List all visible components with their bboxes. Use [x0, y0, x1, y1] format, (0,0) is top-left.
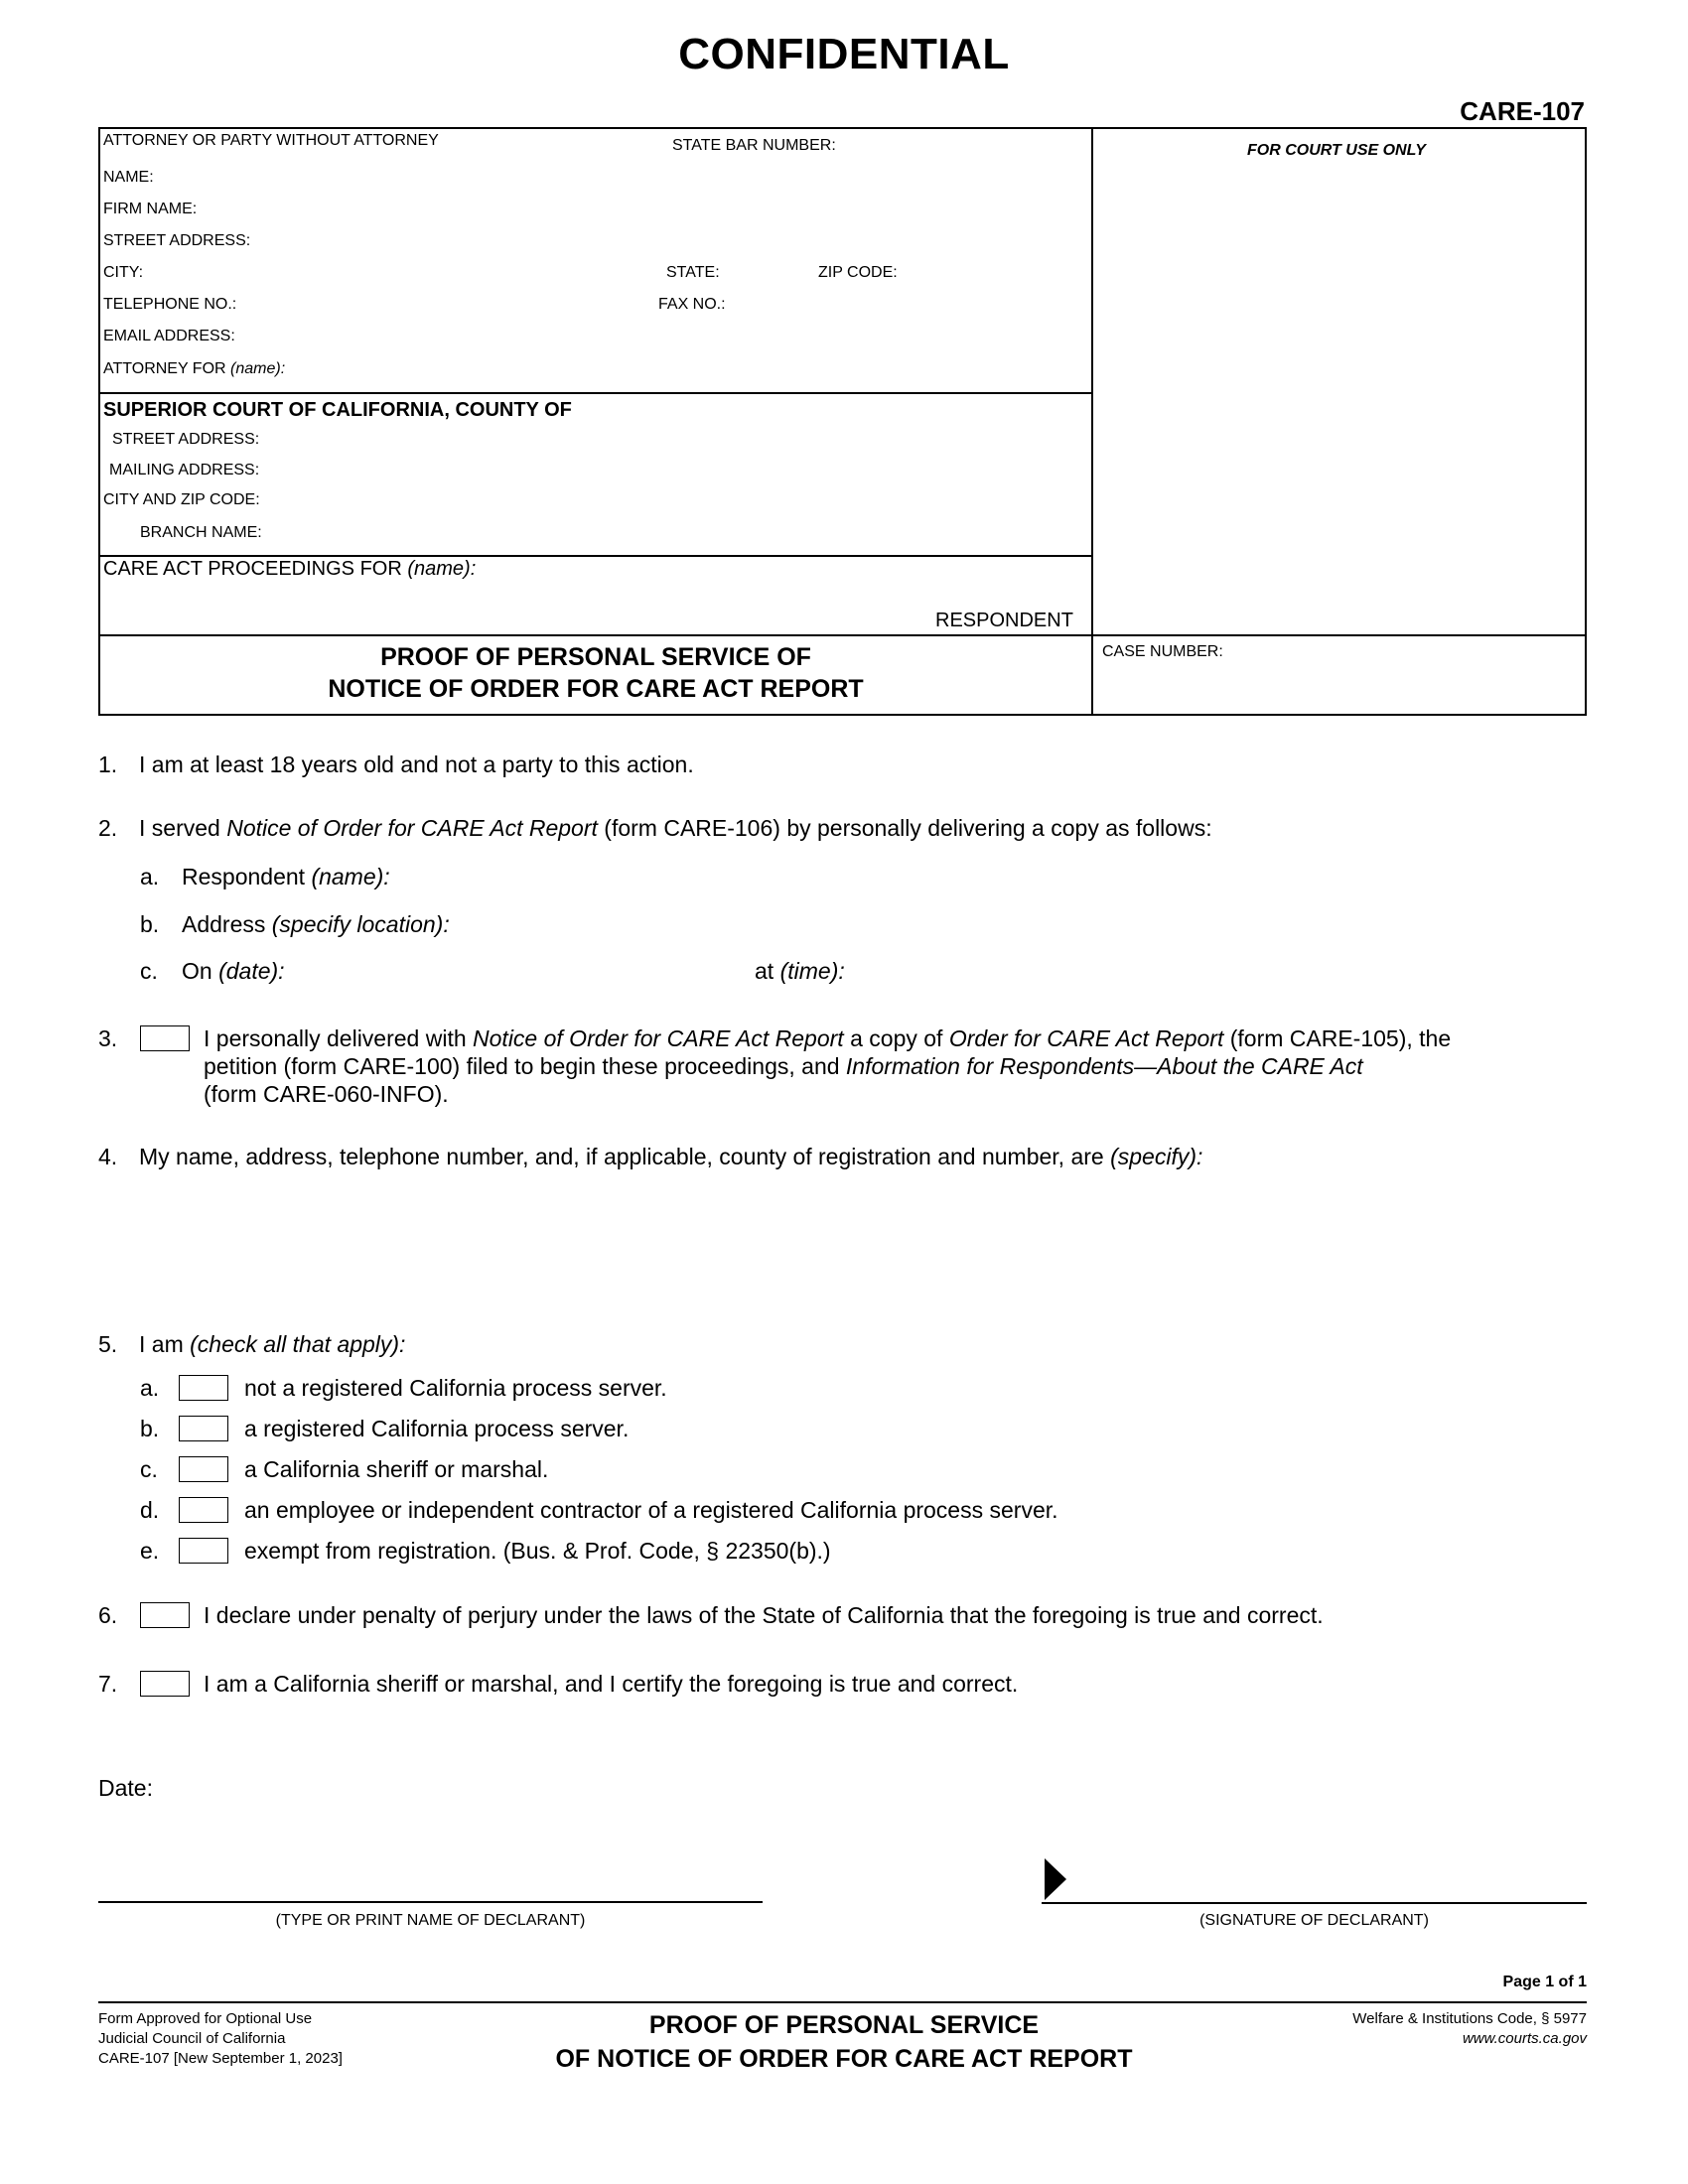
item-6-text: I declare under penalty of perjury under the laws of the State of California that the foregoing is true and correct.: [204, 1602, 1324, 1628]
item-3-l1c: a copy of: [843, 1025, 949, 1051]
item-2c-at: at: [755, 958, 780, 984]
item-6-number: 6.: [98, 1602, 118, 1628]
item-5d-text: an employee or independent contractor of a registered California process server.: [244, 1497, 1058, 1523]
zip-code-label: ZIP CODE:: [818, 264, 898, 281]
respondent-label: RESPONDENT: [935, 610, 1073, 631]
item-1-text: I am at least 18 years old and not a party to this action.: [139, 751, 694, 777]
item-2-text: [139, 815, 1212, 842]
declarant-name-caption: (TYPE OR PRINT NAME OF DECLARANT): [275, 1912, 586, 1929]
item-7-number: 7.: [98, 1671, 118, 1697]
case-number-label: CASE NUMBER:: [1102, 643, 1223, 660]
footer-title-line2: OF NOTICE OF ORDER FOR CARE ACT REPORT: [555, 2045, 1133, 2073]
item-2c-time-hint: (time):: [779, 958, 845, 984]
item-2-number: 2.: [98, 815, 118, 841]
attorney-for-text: ATTORNEY FOR: [103, 360, 226, 377]
declarant-name-line[interactable]: [98, 1901, 763, 1903]
court-city-zip-label: CITY AND ZIP CODE:: [103, 491, 260, 508]
item-2-text-b: Notice of Order for CARE Act Report: [226, 815, 598, 841]
item-5-hint: (check all that apply):: [190, 1331, 406, 1357]
footer-council: Judicial Council of California: [98, 2030, 286, 2047]
footer-code: Welfare & Institutions Code, § 5977: [1352, 2010, 1587, 2027]
item-4-label: My name, address, telephone number, and, if applicable, county of registration and number, are: [139, 1144, 1111, 1169]
form-title-line2: NOTICE OF ORDER FOR CARE ACT REPORT: [328, 675, 864, 703]
item-2c-label: On: [182, 958, 219, 984]
title-row-divider: [98, 634, 1587, 636]
page-number: Page 1 of 1: [1502, 1974, 1587, 1990]
court-use-label: FOR COURT USE ONLY: [1247, 142, 1426, 159]
item-5a-letter: a.: [140, 1375, 160, 1401]
declarant-signature-line[interactable]: [1042, 1902, 1587, 1904]
attorney-court-divider: [98, 392, 1092, 394]
declarant-signature-caption: (SIGNATURE OF DECLARANT): [1199, 1912, 1429, 1929]
item-5c-checkbox[interactable]: [179, 1456, 228, 1482]
item-2-text-a: I served: [139, 815, 227, 841]
item-3-line1: [204, 1025, 1451, 1052]
item-2c-time: [755, 958, 845, 985]
proceedings-hint: (name):: [407, 558, 477, 580]
attorney-for-hint: (name):: [230, 360, 286, 377]
item-5-number: 5.: [98, 1331, 118, 1357]
item-3-l1b: Notice of Order for CARE Act Report: [473, 1025, 844, 1051]
item-2c-hint: (date):: [218, 958, 285, 984]
item-4-number: 4.: [98, 1144, 118, 1169]
item-3-line3: (form CARE-060-INFO).: [204, 1081, 449, 1107]
item-3-line2: [204, 1053, 1363, 1080]
item-3-checkbox[interactable]: [140, 1025, 190, 1051]
item-5c-letter: c.: [140, 1456, 158, 1482]
court-mailing-label: MAILING ADDRESS:: [109, 462, 260, 478]
footer-title-line1: PROOF OF PERSONAL SERVICE: [648, 2011, 1040, 2039]
item-5d-checkbox[interactable]: [179, 1497, 228, 1523]
attorney-heading: ATTORNEY OR PARTY WITHOUT ATTORNEY: [103, 132, 439, 149]
proceedings-text: CARE ACT PROCEEDINGS FOR: [103, 558, 402, 580]
form-number: CARE-107: [1460, 96, 1585, 126]
footer-website-link[interactable]: www.courts.ca.gov: [1462, 2030, 1587, 2047]
email-label: EMAIL ADDRESS:: [103, 328, 235, 344]
footer-approved: Form Approved for Optional Use: [98, 2010, 313, 2027]
proceedings-label: [103, 558, 476, 581]
item-6-checkbox[interactable]: [140, 1602, 190, 1628]
item-5b-checkbox[interactable]: [179, 1416, 228, 1441]
fax-label: FAX NO.:: [658, 296, 726, 313]
item-5d-letter: d.: [140, 1497, 160, 1523]
item-2c-text: [182, 958, 285, 985]
signature-arrow-icon: [1043, 1856, 1068, 1902]
date-label: Date:: [98, 1775, 153, 1801]
footer-right: [1352, 2009, 1587, 2049]
firm-name-label: FIRM NAME:: [103, 201, 198, 217]
item-5b-letter: b.: [140, 1416, 160, 1441]
item-3-l1d: Order for CARE Act Report: [948, 1025, 1224, 1051]
street-address-label: STREET ADDRESS:: [103, 232, 251, 249]
item-1-number: 1.: [98, 751, 118, 777]
item-5c-text: a California sheriff or marshal.: [244, 1456, 549, 1482]
telephone-label: TELEPHONE NO.:: [103, 296, 237, 313]
item-2a-text: [182, 864, 390, 890]
item-5-text: [139, 1331, 405, 1358]
court-branch-label: BRANCH NAME:: [140, 524, 262, 541]
footer-left: [98, 2009, 343, 2069]
item-4-hint: (specify):: [1110, 1144, 1203, 1169]
item-2a-hint: (name):: [311, 864, 390, 889]
item-3-l2a: petition (form CARE-100) filed to begin these proceedings, and: [204, 1053, 846, 1079]
item-5e-checkbox[interactable]: [179, 1538, 228, 1564]
item-3-l1a: I personally delivered with: [204, 1025, 474, 1051]
footer-revision: CARE-107 [New September 1, 2023]: [98, 2050, 343, 2067]
item-2-text-c: (form CARE-106) by personally delivering a copy as follows:: [597, 815, 1212, 841]
court-street-label: STREET ADDRESS:: [112, 431, 260, 448]
item-5e-letter: e.: [140, 1538, 160, 1564]
item-2b-label: Address: [182, 911, 272, 937]
item-2b-letter: b.: [140, 911, 160, 937]
state-label: STATE:: [666, 264, 720, 281]
name-label: NAME:: [103, 169, 154, 186]
caption-vertical-divider: [1091, 127, 1093, 716]
footer-rule: [98, 2001, 1587, 2003]
item-5a-text: not a registered California process server.: [244, 1375, 667, 1401]
item-2a-letter: a.: [140, 864, 160, 889]
item-5b-text: a registered California process server.: [244, 1416, 630, 1441]
item-5e-text: exempt from registration. (Bus. & Prof. Code, § 22350(b).): [244, 1538, 831, 1564]
confidential-heading: CONFIDENTIAL: [678, 30, 1010, 78]
court-proceedings-divider: [98, 555, 1092, 557]
form-title-line1: PROOF OF PERSONAL SERVICE OF: [380, 643, 811, 671]
item-7-text: I am a California sheriff or marshal, and I certify the foregoing is true and correct.: [204, 1671, 1019, 1697]
item-5-label: I am: [139, 1331, 191, 1357]
item-7-checkbox[interactable]: [140, 1671, 190, 1697]
item-2b-hint: (specify location):: [271, 911, 450, 937]
state-bar-label: STATE BAR NUMBER:: [672, 137, 836, 154]
item-4-text: [139, 1144, 1202, 1170]
item-3-l1e: (form CARE-105), the: [1223, 1025, 1452, 1051]
city-label: CITY:: [103, 264, 144, 281]
item-3-number: 3.: [98, 1025, 118, 1051]
item-5a-checkbox[interactable]: [179, 1375, 228, 1401]
item-2c-letter: c.: [140, 958, 158, 984]
item-3-l2b: Information for Respondents—About the CARE Act: [845, 1053, 1363, 1079]
item-2a-label: Respondent: [182, 864, 312, 889]
attorney-for-label: [103, 360, 285, 378]
item-2b-text: [182, 911, 450, 938]
court-heading: SUPERIOR COURT OF CALIFORNIA, COUNTY OF: [103, 399, 572, 421]
